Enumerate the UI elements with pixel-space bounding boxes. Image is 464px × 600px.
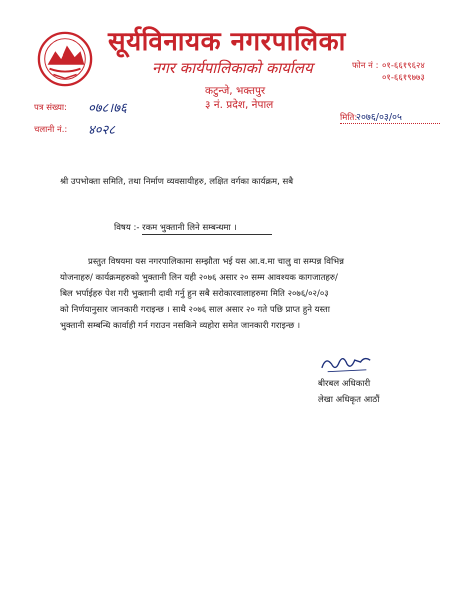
body-line: को निर्णयानुसार जानकारी गराइन्छ । साथै २०७६ साल असार २० गते पछि प्राप्त हुने यस्ता xyxy=(60,305,330,315)
office-name: नगर कार्यपालिकाको कार्यालय xyxy=(152,59,313,77)
address-line-2: ३ नं. प्रदेश, नेपाल xyxy=(205,99,274,111)
reference-number-value: ०७८।७६ xyxy=(88,101,127,116)
subject-underline xyxy=(142,234,272,235)
handwritten-signature xyxy=(318,350,376,378)
body-line: योजनाहरु/ कार्यक्रमहरुको भुक्तानी लिन यही २०७६ असार २० सम्म आवश्यक कागजातहरु/ xyxy=(60,273,338,283)
signatory-title: लेखा अधिकृत आठौं xyxy=(318,395,380,405)
address-line-1: कटुन्जे, भक्तपुर xyxy=(205,85,266,97)
government-emblem-icon xyxy=(36,30,94,88)
body-line: बिल भर्पाईहरु पेश गरी भुक्तानी दावी गर्नु हुन सबै सरोकारवालाहरुमा मिति २०७६/०२/०३ xyxy=(60,289,329,299)
date-label: मिति: xyxy=(340,113,358,123)
phone-number-1: ०१-६६१९६२४ xyxy=(382,61,425,71)
recipient-line: श्री उपभोक्ता समिति, तथा निर्माण व्यवसायीहरु, लक्षित वर्गका कार्यक्रम, सबै xyxy=(60,177,294,187)
body-line: भुक्तानी सम्बन्धि कार्वाही गर्न गराउन नसकिने व्यहोरा समेत जानकारी गराइन्छ । xyxy=(60,321,301,331)
reference-number-label: पत्र संख्या: xyxy=(34,103,67,113)
dispatch-number-label: चलानी नं.: xyxy=(34,125,68,135)
date-underline xyxy=(340,123,440,124)
body-line: प्रस्तुत विषयमा यस नगरपालिकामा सम्झौता भई यस आ.व.मा चालु वा सम्पन्न विभिन्न xyxy=(88,257,344,267)
phone-number-2: ०१-६६१९७७३ xyxy=(382,73,425,83)
date-value: २०७६/०३/०५ xyxy=(356,112,402,123)
dispatch-number-value: ४०२८ xyxy=(88,123,116,138)
signatory-name: बीरबल अधिकारी xyxy=(318,379,371,389)
phone-label: फोन नं : xyxy=(352,61,379,71)
subject-line: विषय :- रकम भुक्तानी लिने सम्बन्धमा । xyxy=(114,223,237,233)
organization-name: सूर्यविनायक नगरपालिका xyxy=(108,27,346,57)
